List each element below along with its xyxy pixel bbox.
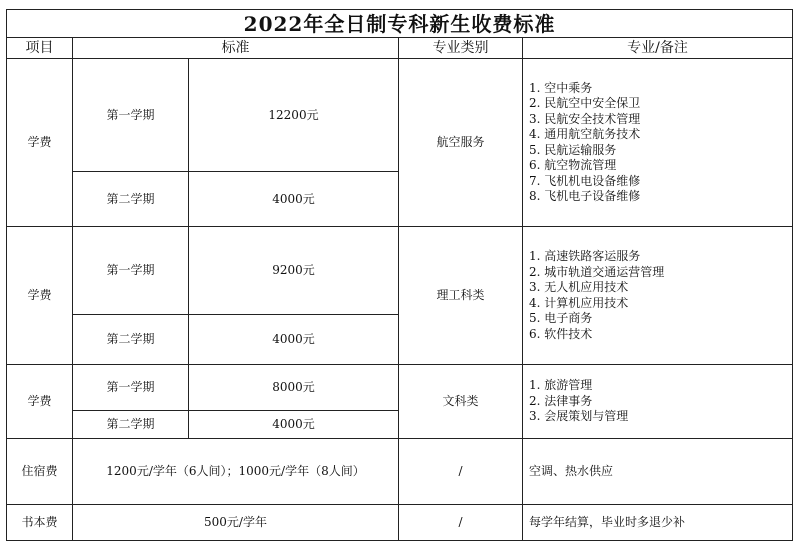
major-item: 7. 飞机机电设备维修	[529, 173, 641, 188]
term1-fee-aviation: 12200元	[189, 59, 399, 172]
books-note: 每学年结算，毕业时多退少补	[523, 505, 793, 541]
major-item: 6. 软件技术	[529, 326, 593, 341]
housing-note: 空调、热水供应	[523, 439, 793, 505]
major-item: 2. 民航空中安全保卫	[529, 96, 641, 110]
housing-category: /	[399, 439, 523, 505]
term1-fee-engineering: 9200元	[189, 227, 399, 315]
term1-label-aviation: 第一学期	[73, 59, 189, 172]
majors-engineering	[523, 227, 793, 365]
major-item: 3. 无人机应用技术	[529, 280, 629, 294]
books-standard: 500元/学年	[73, 505, 399, 541]
fee-table	[6, 9, 793, 541]
term2-fee-arts: 4000元	[189, 411, 399, 439]
term2-fee-engineering: 4000元	[189, 315, 399, 365]
tuition-label-engineering: 学费	[7, 227, 73, 365]
header-item: 项目	[7, 38, 73, 59]
header-major-note: 专业/备注	[523, 38, 793, 59]
term1-fee-arts: 8000元	[189, 365, 399, 411]
major-item: 3. 会展策划与管理	[529, 409, 629, 424]
major-item: 1. 空中乘务	[529, 80, 593, 95]
header-standard: 标准	[73, 38, 399, 59]
major-item: 4. 计算机应用技术	[529, 295, 629, 310]
category-arts: 文科类	[399, 365, 523, 439]
term1-label-engineering: 第一学期	[73, 227, 189, 315]
category-aviation: 航空服务	[399, 59, 523, 227]
books-category: /	[399, 505, 523, 541]
majors-aviation	[523, 59, 793, 227]
major-item: 4. 通用航空航务技术	[529, 127, 641, 141]
term2-label-engineering: 第二学期	[73, 315, 189, 365]
housing-label: 住宿费	[7, 439, 73, 505]
books-label: 书本费	[7, 505, 73, 541]
tuition-label-aviation: 学费	[7, 59, 73, 227]
term2-fee-aviation: 4000元	[189, 172, 399, 227]
majors-arts	[523, 365, 793, 439]
major-item: 3. 民航安全技术管理	[529, 111, 641, 126]
major-item: 5. 电子商务	[529, 311, 593, 325]
majors-list-aviation	[529, 81, 792, 205]
major-item: 2. 城市轨道交通运营管理	[529, 264, 665, 279]
term1-label-arts: 第一学期	[73, 365, 189, 411]
table-title: 2022年全日制专科新生收费标准	[7, 10, 793, 38]
term2-label-aviation: 第二学期	[73, 172, 189, 227]
major-item: 8. 飞机电子设备维修	[529, 189, 641, 203]
header-category: 专业类别	[399, 38, 523, 59]
major-item: 5. 民航运输服务	[529, 142, 617, 157]
tuition-label-arts: 学费	[7, 365, 73, 439]
major-item: 6. 航空物流管理	[529, 158, 617, 172]
majors-list-engineering	[529, 249, 792, 342]
major-item: 2. 法律事务	[529, 393, 593, 408]
housing-standard: 1200元/学年（6人间）；1000元/学年（8人间）	[73, 439, 399, 505]
term2-label-arts: 第二学期	[73, 411, 189, 439]
category-engineering: 理工科类	[399, 227, 523, 365]
majors-list-arts	[529, 378, 792, 425]
major-item: 1. 旅游管理	[529, 378, 593, 393]
major-item: 1. 高速铁路客运服务	[529, 249, 641, 263]
